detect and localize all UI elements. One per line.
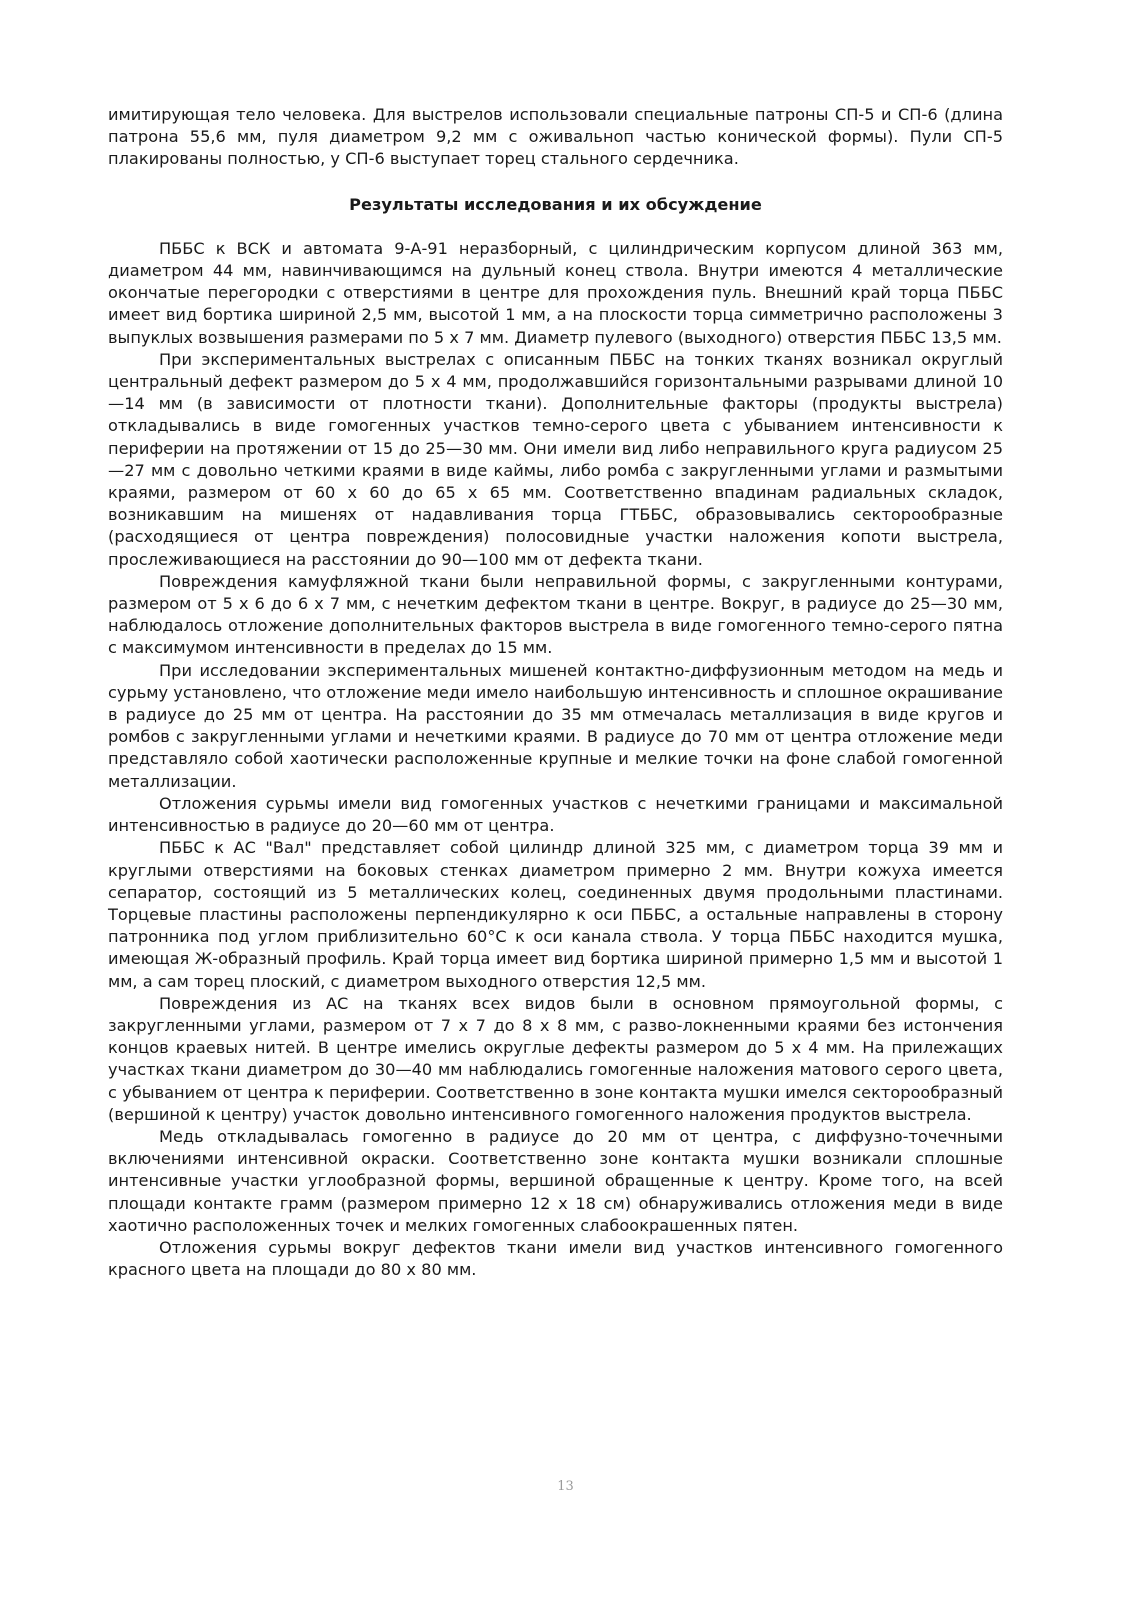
paragraph-pbbs-vsk: ПББС к ВСК и автомата 9-А-91 неразборный, с цилиндрическим корпусом длиной 363 мм, диаметром 44 мм, навинчивающимся на дульный конец ствола. Внутри имеются 4 металлические окончатые перегородки с отверстиями в центре для прохождения пуль. Внешний край торца ПББС имеет вид бортика шириной 2,5 мм, высотой 1 мм, а на плоскости торца симметрично расположены 3 выпуклых возвышения размерами по 5 x 7 мм. Диаметр пулевого (выходного) отверстия ПББС 13,5 мм. xyxy=(108,238,1003,347)
paragraph-antimony-around-defects: Отложения сурьмы вокруг дефектов ткани имели вид участков интенсивного гомогенного красного цвета на площади до 80 x 80 мм. xyxy=(108,1237,1003,1280)
paragraph-camouflage-fabric: Повреждения камуфляжной ткани были неправильной формы, с закругленными контурами, размером от 5 x 6 до 6 x 7 мм, с нечетким дефектом ткани в центре. Вокруг, в радиусе до 25—30 мм, наблюдалось отложение дополнительных факторов выстрела в виде гомогенного темно-серого пятна с максимумом интенсивности в пределах до 15 мм. xyxy=(108,571,1003,658)
page-number: 13 xyxy=(557,1479,574,1494)
paragraph-thin-fabric-shots: При экспериментальных выстрелах с описанным ПББС на тонких тканях возникал округлый центральный дефект размером до 5 x 4 мм, продолжавшийся горизонтальными разрывами длиной 10—14 мм (в зависимости от плотности ткани). Дополнительные факторы (продукты выстрела) откладывались в виде гомогенных участков темно-серого цвета с убыванием интенсивности к периферии на протяжении от 15 до 25—30 мм. Они имели вид либо неправильного круга радиусом 25—27 мм с довольно четкими краями в виде каймы, либо ромба с закругленными углами и размытыми краями, размером от 60 x 60 до 65 x 65 мм. Соответственно впадинам радиальных складок, возникавшим на мишенях от надавливания торца ГТББС, образовывались секторообразные (расходящиеся от центра повреждения) полосовидные участки наложения копоти выстрела, прослеживающиеся на расстоянии до 90—100 мм от дефекта ткани. xyxy=(108,349,1003,569)
paragraph-pbbs-as-val: ПББС к АС "Вал" представляет собой цилиндр длиной 325 мм, с диаметром торца 39 мм и круглыми отверстиями на боковых стенках диаметром примерно 2 мм. Внутри кожуха имеется сепаратор, состоящий из 5 металлических колец, соединенных двумя продольными пластинами. Торцевые пластины расположены перпендикулярно к оси ПББС, а остальные направлены в сторону патронника под углом приблизительно 60°С к оси канала ствола. У торца ПББС находится мушка, имеющая Ж-образный профиль. Край торца имеет вид бортика шириной примерно 1,5 мм и высотой 1 мм, а сам торец плоский, с диаметром выходного отверстия 12,5 мм. xyxy=(108,838,1003,991)
section-heading: Результаты исследования и их обсуждение xyxy=(349,194,762,214)
intro-paragraph: имитирующая тело человека. Для выстрелов использовали специальные патроны СП-5 и СП-6 (длина патрона 55,6 мм, пуля диаметром 9,2 мм с оживальноп частью конической формы). Пули СП-5 плакированы полностью, у СП-6 выступает торец стального сердечника. xyxy=(108,105,1003,169)
document-body xyxy=(108,104,1003,1281)
paragraph-copper-deposits: Медь откладывалась гомогенно в радиусе до 20 мм от центра, с диффузно-точечными включениями интенсивной окраски. Соответственно зоне контакта мушки возникали сплошные интенсивные участки углообразной формы, вершиной обращенные к центру. Кроме того, на всей площади контакте грамм (размером примерно 12 x 18 см) обнаруживались отложения меди в виде хаотично расположенных точек и мелких гомогенных слабоокрашенных пятен. xyxy=(108,1126,1003,1235)
paragraph-contact-diffusion: При исследовании экспериментальных мишеней контактно-диффузионным методом на медь и сурьму установлено, что отложение меди имело наибольшую интенсивность и сплошное окрашивание в радиусе до 25 мм от центра. На расстоянии до 35 мм отмечалась металлизация в виде кругов и ромбов с закругленными углами и нечеткими краями. В радиусе до 70 мм от центра отложение меди представляло собой хаотически расположенные крупные и мелкие точки на фоне слабой гомогенной металлизации. xyxy=(108,660,1003,791)
paragraph-antimony-deposits: Отложения сурьмы имели вид гомогенных участков с нечеткими границами и максимальной интенсивностью в радиусе до 20—60 мм от центра. xyxy=(108,793,1003,836)
paragraph-as-damage: Повреждения из АС на тканях всех видов были в основном прямоугольной формы, с закругленными углами, размером от 7 x 7 до 8 x 8 мм, с разво-локненными краями без истончения концов краевых нитей. В центре имелись округлые дефекты размером до 5 x 4 мм. На прилежащих участках ткани диаметром до 30—40 мм наблюдались гомогенные наложения матового серого цвета, с убыванием от центра к периферии. Соответственно в зоне контакта мушки имелся секторообразный (вершиной к центру) участок довольно интенсивного гомогенного наложения продуктов выстрела. xyxy=(108,993,1003,1124)
